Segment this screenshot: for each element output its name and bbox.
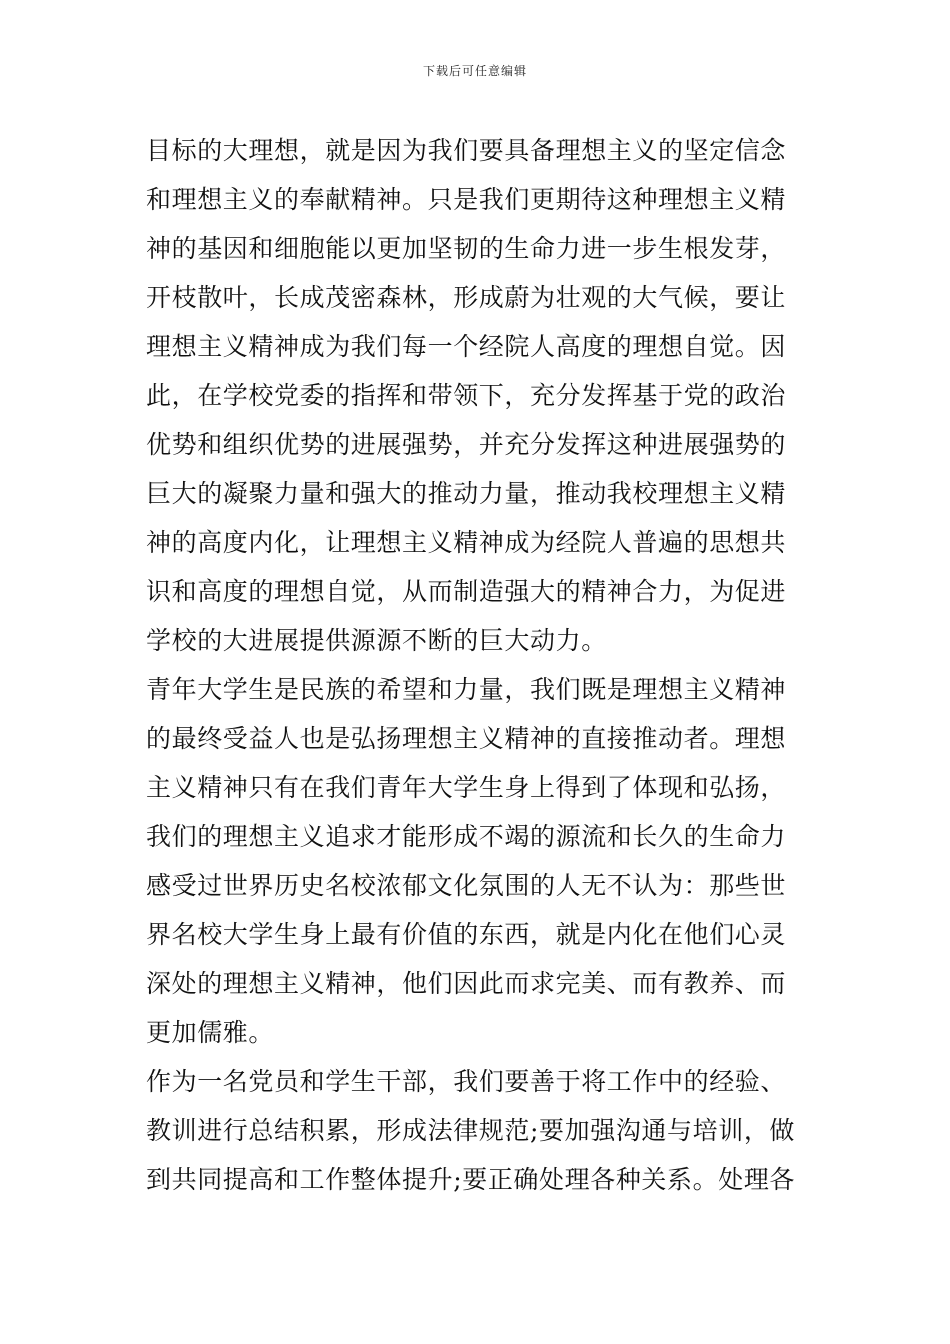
document-body: [146, 126, 816, 1204]
text-line: 优势和组织优势的进展强势，并充分发挥这种进展强势的: [146, 430, 787, 459]
paragraph-3: [146, 1057, 816, 1204]
text-line: 此，在学校党委的指挥和带领下，充分发挥基于党的政治: [146, 381, 787, 410]
text-line: 神的基因和细胞能以更加坚韧的生命力进一步生根发芽，: [146, 234, 787, 263]
text-line: 主义精神只有在我们青年大学生身上得到了体现和弘扬，: [146, 773, 787, 802]
page-header: 下载后可任意编辑: [422, 64, 527, 78]
text-line: 到共同提高和工作整体提升;要正确处理各种关系。处理各: [146, 1165, 796, 1194]
paragraph-1: [146, 126, 816, 665]
text-line: 理想主义精神成为我们每一个经院人高度的理想自觉。因: [146, 332, 787, 361]
text-line: 界名校大学生身上最有价值的东西，就是内化在他们心灵: [146, 920, 787, 949]
text-line: 和理想主义的奉献精神。只是我们更期待这种理想主义精: [146, 185, 787, 214]
text-line: 感受过世界历史名校浓郁文化氛围的人无不认为：那些世: [146, 871, 787, 900]
text-line: 识和高度的理想自觉，从而制造强大的精神合力，为促进: [146, 577, 787, 606]
text-line: 巨大的凝聚力量和强大的推动力量，推动我校理想主义精: [146, 479, 787, 508]
text-line: 教训进行总结积累，形成法律规范;要加强沟通与培训，做: [146, 1116, 796, 1145]
text-line: 我们的理想主义追求才能形成不竭的源流和长久的生命力: [146, 822, 787, 851]
text-line: 的最终受益人也是弘扬理想主义精神的直接推动者。理想: [146, 724, 787, 753]
text-line: 目标的大理想，就是因为我们要具备理想主义的坚定信念: [146, 136, 787, 165]
text-line: 学校的大进展提供源源不断的巨大动力。: [146, 626, 607, 655]
text-line: 深处的理想主义精神，他们因此而求完美、而有教养、而: [146, 969, 787, 998]
text-line: 青年大学生是民族的希望和力量，我们既是理想主义精神: [146, 675, 787, 704]
text-line: 作为一名党员和学生干部，我们要善于将工作中的经验、: [146, 1067, 787, 1096]
text-line: 开枝散叶，长成茂密森林，形成蔚为壮观的大气候，要让: [146, 283, 787, 312]
paragraph-2: [146, 665, 816, 1057]
text-line: 更加儒雅。: [146, 1018, 275, 1047]
text-line: 神的高度内化，让理想主义精神成为经院人普遍的思想共: [146, 528, 787, 557]
